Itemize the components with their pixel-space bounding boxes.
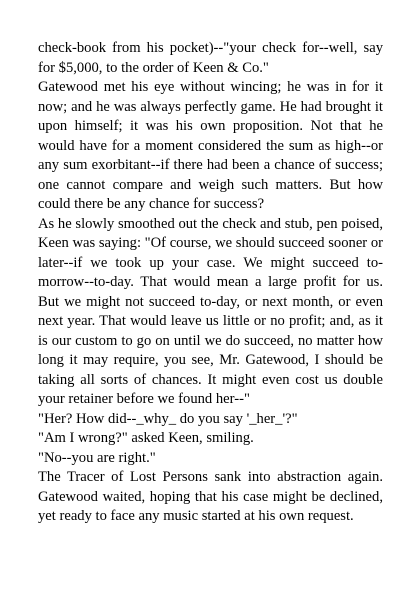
- document-page: [38, 39, 383, 527]
- paragraph-gatewood-question: "Her? How did--_why_ do you say '_her_'?": [38, 410, 298, 427]
- paragraph-keen-explanation: As he slowly smoothed out the check and stub, pen poised, Keen was saying: "Of course, we should succeed sooner or later--if we took up your case. We might succeed to-morrow--to-day. That would mean a large profit for us. But we might not succeed to-day, or next month, or even next year. That would leave us little or no profit; and, as it is our custom to go on until we do succeed, no matter how long it may require, you see, Mr. Gatewood, I should be taking all sorts of chances. It might even cost us double your retainer before we found her--": [38, 215, 383, 407]
- paragraph-gatewood-reaction: Gatewood met his eye without wincing; he was in for it now; and he was always perfectly game. He had brought it upon himself; it was his own proposition. Not that he would have for a moment considered the sum as high--or any sum exorbitant--if there had been a chance of success; one cannot compare and weigh such matters. But how could there be any chance for success?: [38, 79, 383, 212]
- paragraph-keen-reply: "Am I wrong?" asked Keen, smiling.: [38, 430, 254, 446]
- paragraph-check-request: check-book from his pocket)--"your check for--well, say for $5,000, to the order of Keen & Co.": [38, 40, 383, 76]
- paragraph-tracer-abstraction: The Tracer of Lost Persons sank into abstraction again. Gatewood waited, hoping that his case might be declined, yet ready to face any music started at his own request.: [38, 469, 383, 524]
- paragraph-gatewood-admission: "No--you are right.": [38, 449, 156, 466]
